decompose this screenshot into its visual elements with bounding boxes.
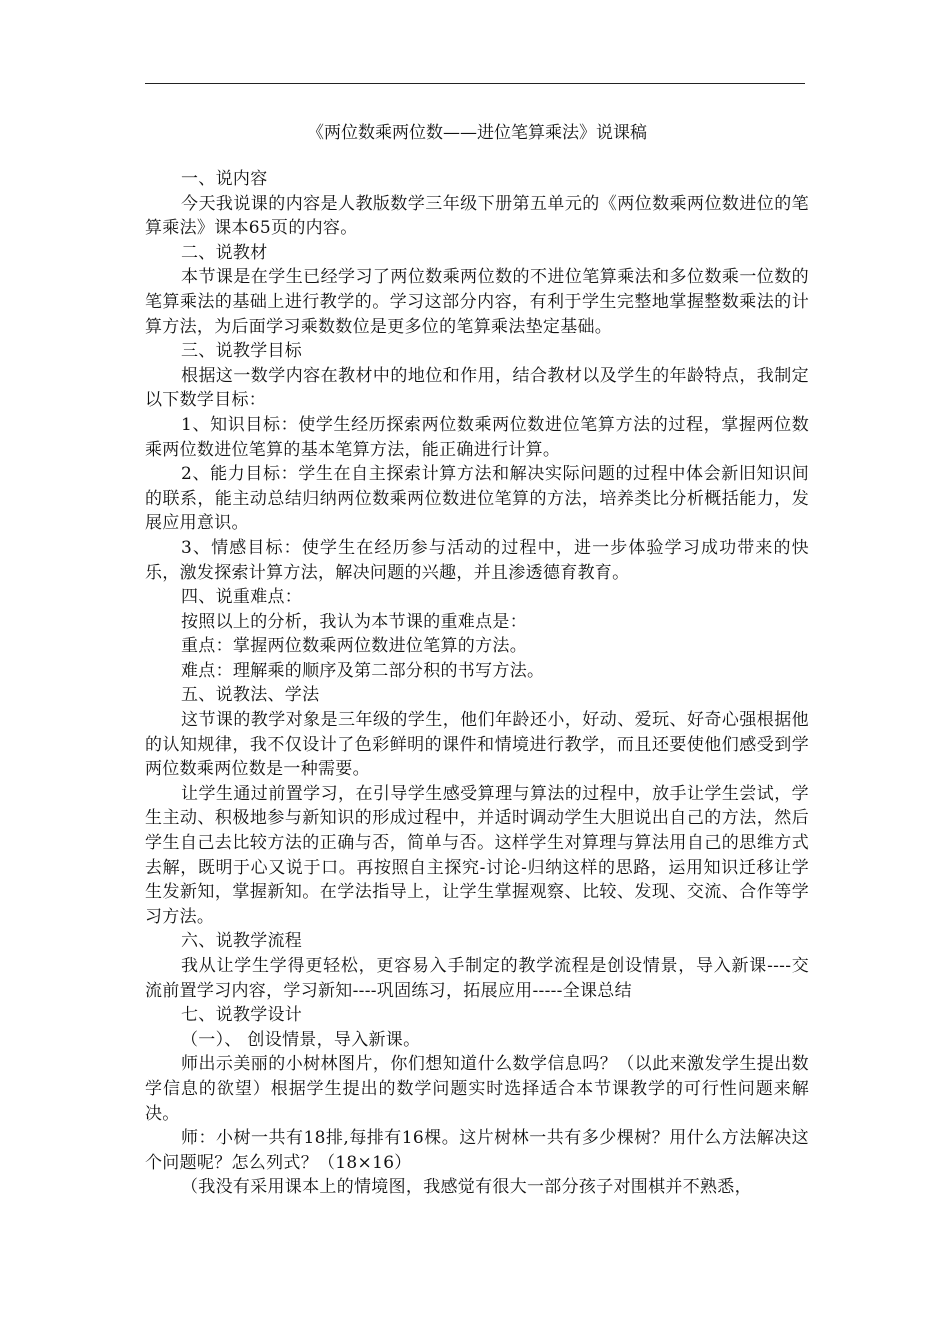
paragraph-list bbox=[145, 167, 809, 1200]
document-title: 《两位数乘两位数——进位笔算乘法》说课稿 bbox=[307, 123, 647, 143]
document-body bbox=[145, 120, 809, 1200]
paragraph: 1、知识目标：使学生经历探索两位数乘两位数进位笔算方法的过程，掌握两位数乘两位数进位笔算的基本笔算方法，能正确进行计算。 bbox=[145, 414, 809, 460]
paragraph: 三、说教学目标 bbox=[181, 341, 303, 362]
paragraph: 师：小树一共有18排,每排有16棵。这片树林一共有多少棵树？用什么方法解决这个问题呢？怎么列式？（18×16） bbox=[145, 1128, 809, 1173]
paragraph: 重点：掌握两位数乘两位数进位笔算的方法。 bbox=[181, 636, 527, 657]
paragraph: 一、说内容 bbox=[181, 169, 268, 189]
paragraph: 难点：理解乘的顺序及第二部分积的书写方法。 bbox=[181, 660, 545, 681]
paragraph: 七、说教学设计 bbox=[181, 1005, 303, 1026]
paragraph: 五、说教法、学法 bbox=[181, 685, 320, 706]
paragraph: 让学生通过前置学习，在引导学生感受算理与算法的过程中，放手让学生尝试，学生主动、积极地参与新知识的形成过程中，并适时调动学生大胆说出自己的方法，然后学生自己去比较方法的正确与否，简单与否。这样学生对算理与算法用自己的思维方式去解，既明于心又说于口。再按照自主探究-讨论-归纳这样的思路，运用知识迁移让学生发新知，掌握新知。在学法指导上，让学生掌握观察、比较、发现、交流、合作等学习方法。 bbox=[145, 783, 809, 927]
paragraph: 今天我说课的内容是人教版数学三年级下册第五单元的《两位数乘两位数进位的笔算乘法》课本65页的内容。 bbox=[145, 193, 809, 239]
paragraph: 我从让学生学得更轻松，更容易入手制定的教学流程是创设情景，导入新课----交流前置学习内容，学习新知----巩固练习，拓展应用-----全课总结 bbox=[145, 956, 809, 1001]
paragraph: 二、说教材 bbox=[181, 242, 268, 263]
paragraph: 这节课的教学对象是三年级的学生，他们年龄还小，好动、爱玩、好奇心强根据他的认知规律，我不仅设计了色彩鲜明的课件和情境进行教学，而且还要使他们感受到学两位数乘两位数是一种需要。 bbox=[145, 710, 809, 780]
paragraph: 四、说重难点： bbox=[181, 587, 303, 608]
paragraph: 3、情感目标：使学生在经历参与活动的过程中，进一步体验学习成功带来的快乐，激发探索计算方法，解决问题的兴趣，并且渗透德育教育。 bbox=[145, 537, 809, 583]
paragraph: 本节课是在学生已经学习了两位数乘两位数的不进位笔算乘法和多位数乘一位数的笔算乘法的基础上进行教学的。学习这部分内容，有利于学生完整地掌握整数乘法的计算方法，为后面学习乘数数位是更多位的笔算乘法垫定基础。 bbox=[145, 267, 809, 337]
paragraph: 2、能力目标：学生在自主探索计算方法和解决实际问题的过程中体会新旧知识间的联系，能主动总结归纳两位数乘两位数进位笔算的方法，培养类比分析概括能力，发展应用意识。 bbox=[145, 464, 809, 534]
paragraph: 师出示美丽的小树林图片，你们想知道什么数学信息吗？（以此来激发学生提出数学信息的欲望）根据学生提出的数学问题实时选择适合本节课教学的可行性问题来解决。 bbox=[145, 1054, 809, 1124]
paragraph: 按照以上的分析，我认为本节课的重难点是： bbox=[181, 611, 527, 632]
paragraph: （一）、 创设情景，导入新课。 bbox=[181, 1029, 421, 1050]
paragraph: （我没有采用课本上的情境图，我感觉有很大一部分孩子对围棋并不熟悉， bbox=[181, 1177, 752, 1198]
paragraph: 六、说教学流程 bbox=[181, 931, 303, 952]
header-rule bbox=[145, 83, 805, 84]
paragraph: 根据这一数学内容在教材中的地位和作用，结合教材以及学生的年龄特点，我制定以下数学目标： bbox=[145, 365, 809, 411]
